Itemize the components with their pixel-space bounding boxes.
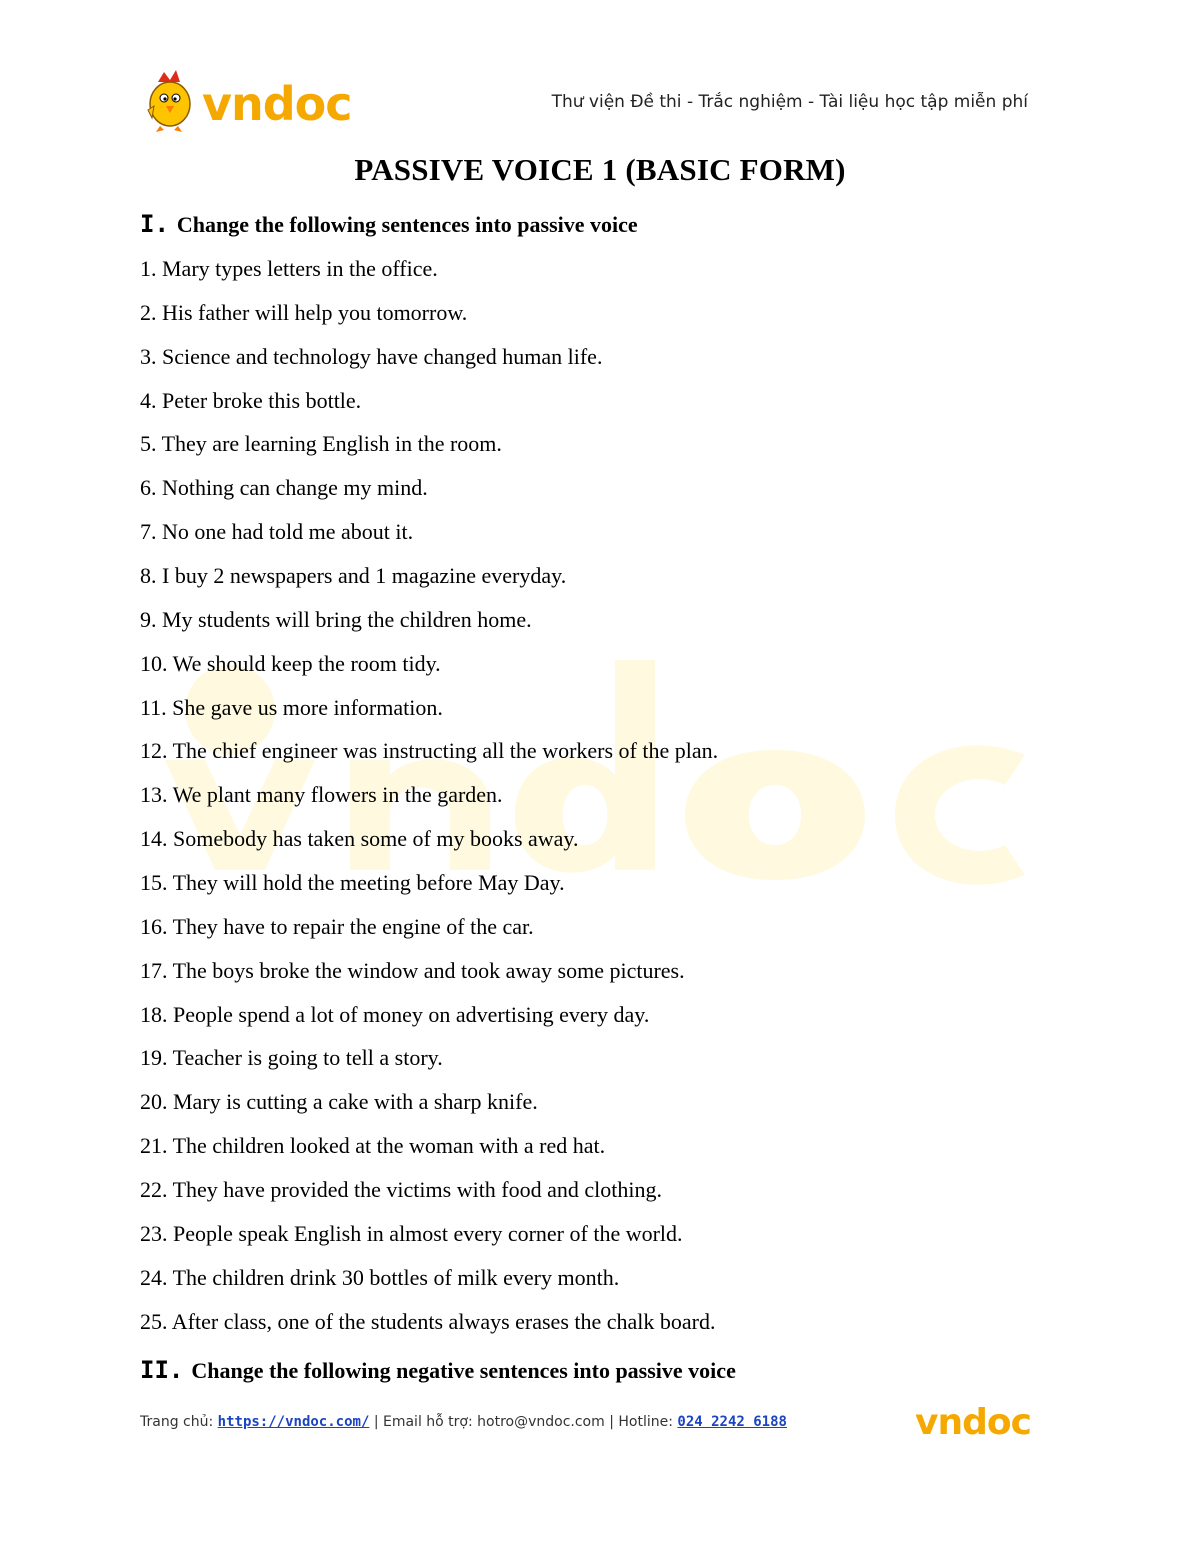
exercise-item: 23. People speak English in almost every corner of the world. [140, 1220, 683, 1246]
exercise-list [140, 253, 718, 1349]
svg-text:vndoc: vndoc [202, 77, 352, 131]
exercise-item: 22. They have provided the victims with food and clothing. [140, 1177, 662, 1203]
page-footer [140, 1414, 787, 1430]
exercise-item: 14. Somebody has taken some of my books away. [140, 826, 579, 852]
page-title: PASSIVE VOICE 1 (BASIC FORM) [354, 152, 846, 187]
section-1-heading [140, 210, 638, 238]
exercise-item: 4. Peter broke this bottle. [140, 387, 362, 413]
exercise-item: 3. Science and technology have changed human life. [140, 343, 603, 369]
section-2-number: II. [140, 1356, 184, 1384]
footer-email-text: | Email hỗ trợ: hotro@vndoc.com | Hotline: [373, 1414, 673, 1430]
exercise-item: 6. Nothing can change my mind. [140, 475, 428, 501]
chick-mascot-icon [148, 70, 190, 132]
exercise-item: 21. The children looked at the woman with a red hat. [140, 1133, 606, 1159]
svg-text:vndoc: vndoc [915, 1402, 1031, 1440]
exercise-item: 15. They will hold the meeting before May Day. [140, 870, 565, 896]
section-1-heading-text: Change the following sentences into passive voice [176, 212, 638, 237]
vndoc-footer-logo[interactable] [915, 1400, 1060, 1440]
vndoc-header-logo[interactable] [140, 68, 370, 134]
exercise-item: 12. The chief engineer was instructing all the workers of the plan. [140, 738, 719, 764]
section-2-heading [140, 1356, 736, 1384]
exercise-item: 13. We plant many flowers in the garden. [140, 782, 503, 808]
exercise-item: 18. People spend a lot of money on advertising every day. [140, 1001, 650, 1027]
exercise-item: 11. She gave us more information. [140, 694, 443, 720]
exercise-item: 9. My students will bring the children home. [140, 606, 532, 632]
exercise-item: 2. His father will help you tomorrow. [140, 299, 468, 325]
exercise-item: 17. The boys broke the window and took away some pictures. [140, 957, 685, 983]
header-tagline: Thư viện Đề thi - Trắc nghiệm - Tài liệu học tập miễn phí [551, 92, 1028, 112]
exercise-item: 1. Mary types letters in the office. [140, 256, 438, 281]
exercise-item: 16. They have to repair the engine of the car. [140, 913, 534, 939]
exercise-item: 7. No one had told me about it. [140, 519, 414, 545]
exercise-item: 20. Mary is cutting a cake with a sharp knife. [140, 1089, 538, 1115]
exercise-item: 5. They are learning English in the room. [140, 431, 502, 457]
section-2-heading-text: Change the following negative sentences into passive voice [191, 1358, 736, 1383]
exercise-item: 25. After class, one of the students always erases the chalk board. [140, 1308, 716, 1334]
exercise-item: 24. The children drink 30 bottles of milk every month. [140, 1264, 620, 1290]
section-1-number: I. [140, 210, 169, 238]
footer-home-label: Trang chủ: [140, 1414, 214, 1430]
footer-hotline-link[interactable]: 024 2242 6188 [677, 1414, 787, 1430]
exercise-item: 10. We should keep the room tidy. [140, 650, 441, 676]
exercise-item: 8. I buy 2 newspapers and 1 magazine everyday. [140, 563, 567, 589]
exercise-item: 19. Teacher is going to tell a story. [140, 1045, 443, 1071]
footer-home-link[interactable]: https://vndoc.com/ [217, 1414, 370, 1430]
